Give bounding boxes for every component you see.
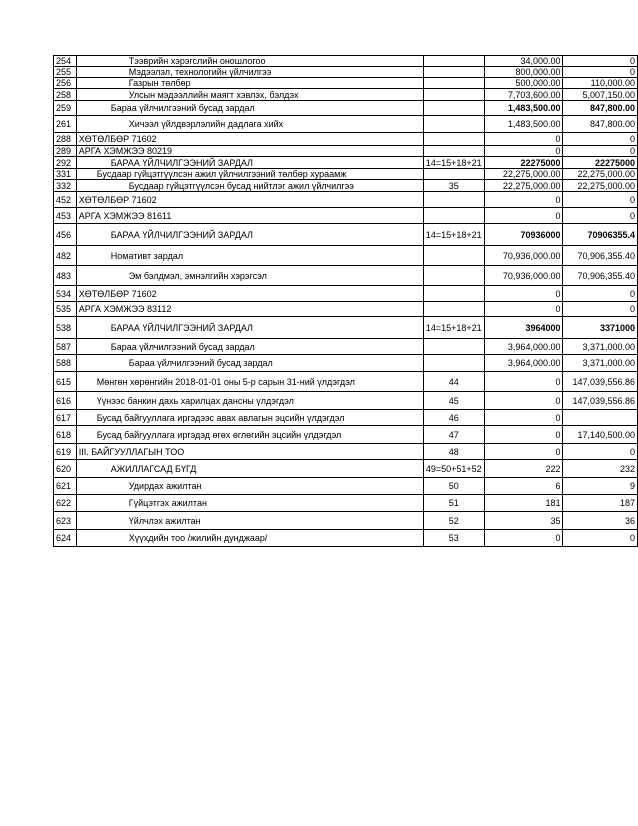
row-number-cell: 538 <box>54 317 77 339</box>
row-number-cell: 289 <box>54 146 77 157</box>
row-name-cell: БАРАА ҮЙЛЧИЛГЭЭНИЙ ЗАРДАЛ <box>76 317 423 339</box>
row-code-cell <box>423 302 484 317</box>
row-value-plan-cell: 22,275,000.00 <box>484 169 563 180</box>
table-row <box>54 339 638 355</box>
row-name-cell: Газрын төлбөр <box>76 78 423 89</box>
row-code-cell: 47 <box>423 426 484 444</box>
table-row <box>54 530 638 547</box>
row-value-plan-cell: 22275000 <box>484 157 563 169</box>
row-name-cell: Бараа үйлчилгээний бусад зардал <box>76 101 423 116</box>
row-value-actual-cell: 0 <box>563 67 638 78</box>
row-code-cell: 45 <box>423 392 484 410</box>
table-row <box>54 478 638 495</box>
table-row <box>54 157 638 169</box>
row-value-plan-cell: 0 <box>484 192 563 208</box>
row-value-actual-cell: 0 <box>563 146 638 157</box>
row-value-actual-cell: 0 <box>563 208 638 224</box>
row-value-plan-cell: 3,964,000.00 <box>484 339 563 355</box>
row-code-cell <box>423 339 484 355</box>
row-code-cell <box>423 169 484 180</box>
row-name-cell: Бараа үйлчилгээний бусад зардал <box>76 355 423 372</box>
row-name-cell: Тээврийн хэрэгслийн оношлогоо <box>76 56 423 67</box>
row-name-cell: АЖИЛЛАГСАД БҮГД <box>76 460 423 478</box>
row-name-cell: Номативт зардал <box>76 246 423 266</box>
row-value-actual-cell: 36 <box>563 512 638 530</box>
row-value-plan-cell: 0 <box>484 426 563 444</box>
row-value-actual-cell: 187 <box>563 495 638 512</box>
row-name-cell: Бусад байгууллага иргэдэд өгөх өглөгийн эцсийн үлдэгдэл <box>76 426 423 444</box>
row-name-cell: Хичээл үйлдвэрлэлийн дадлага хийх <box>76 116 423 133</box>
table-row <box>54 169 638 180</box>
row-value-plan-cell: 181 <box>484 495 563 512</box>
row-value-actual-cell <box>563 410 638 426</box>
row-name-cell: БАРАА ҮЙЛЧИЛГЭЭНИЙ ЗАРДАЛ <box>76 224 423 246</box>
row-value-actual-cell: 3,371,000.00 <box>563 355 638 372</box>
table-row <box>54 208 638 224</box>
row-number-cell: 624 <box>54 530 77 547</box>
table-row <box>54 133 638 146</box>
row-value-actual-cell: 3371000 <box>563 317 638 339</box>
row-value-actual-cell: 0 <box>563 192 638 208</box>
row-number-cell: 621 <box>54 478 77 495</box>
row-value-plan-cell: 800,000.00 <box>484 67 563 78</box>
table-row <box>54 192 638 208</box>
row-code-cell: 53 <box>423 530 484 547</box>
row-value-plan-cell: 0 <box>484 286 563 302</box>
row-value-actual-cell: 5,007,150.00 <box>563 89 638 101</box>
row-value-plan-cell: 0 <box>484 208 563 224</box>
row-value-actual-cell: 3,371,000.00 <box>563 339 638 355</box>
row-code-cell <box>423 133 484 146</box>
table-row <box>54 355 638 372</box>
row-number-cell: 254 <box>54 56 77 67</box>
row-value-actual-cell: 70906355.4 <box>563 224 638 246</box>
row-code-cell: 51 <box>423 495 484 512</box>
row-value-plan-cell: 0 <box>484 372 563 392</box>
row-number-cell: 615 <box>54 372 77 392</box>
row-code-cell: 48 <box>423 444 484 460</box>
row-name-cell: Үүнээс банкин дахь харилцах дансны үлдэгдэл <box>76 392 423 410</box>
row-value-plan-cell: 70,936,000.00 <box>484 266 563 286</box>
row-code-cell: 46 <box>423 410 484 426</box>
row-name-cell: Үйлчлэх ажилтан <box>76 512 423 530</box>
table-row <box>54 410 638 426</box>
row-name-cell: БАРАА ҮЙЛЧИЛГЭЭНИЙ ЗАРДАЛ <box>76 157 423 169</box>
row-code-cell: 49=50+51+52 <box>423 460 484 478</box>
row-number-cell: 620 <box>54 460 77 478</box>
row-code-cell <box>423 192 484 208</box>
row-value-actual-cell: 22,275,000.00 <box>563 180 638 192</box>
row-value-actual-cell: 0 <box>563 444 638 460</box>
row-value-plan-cell: 500,000.00 <box>484 78 563 89</box>
row-value-plan-cell: 0 <box>484 392 563 410</box>
row-code-cell <box>423 146 484 157</box>
table-row <box>54 317 638 339</box>
row-name-cell: ХӨТӨЛБӨР 71602 <box>76 192 423 208</box>
row-value-plan-cell: 34,000.00 <box>484 56 563 67</box>
row-value-plan-cell: 35 <box>484 512 563 530</box>
report-table-body <box>54 56 638 547</box>
row-code-cell <box>423 355 484 372</box>
row-name-cell: III. БАЙГУУЛЛАГЫН ТОО <box>76 444 423 460</box>
row-value-actual-cell: 147,039,556.86 <box>563 372 638 392</box>
row-value-plan-cell: 0 <box>484 410 563 426</box>
row-code-cell <box>423 286 484 302</box>
row-code-cell <box>423 116 484 133</box>
row-number-cell: 292 <box>54 157 77 169</box>
row-value-actual-cell: 147,039,556.86 <box>563 392 638 410</box>
report-table <box>53 55 638 547</box>
row-name-cell: АРГА ХЭМЖЭЭ 80219 <box>76 146 423 157</box>
row-value-plan-cell: 222 <box>484 460 563 478</box>
row-code-cell <box>423 56 484 67</box>
row-value-plan-cell: 0 <box>484 146 563 157</box>
row-number-cell: 535 <box>54 302 77 317</box>
table-row <box>54 56 638 67</box>
row-value-plan-cell: 1,483,500.00 <box>484 116 563 133</box>
row-code-cell: 52 <box>423 512 484 530</box>
table-row <box>54 512 638 530</box>
row-name-cell: ХӨТӨЛБӨР 71602 <box>76 133 423 146</box>
row-value-plan-cell: 7,703,600.00 <box>484 89 563 101</box>
row-name-cell: Бусад байгууллага иргэдээс авах авлагын эцсийн үлдэгдэл <box>76 410 423 426</box>
row-code-cell <box>423 67 484 78</box>
row-code-cell: 14=15+18+21 <box>423 224 484 246</box>
row-name-cell: ХӨТӨЛБӨР 71602 <box>76 286 423 302</box>
row-value-actual-cell: 0 <box>563 302 638 317</box>
row-name-cell: АРГА ХЭМЖЭЭ 81611 <box>76 208 423 224</box>
row-number-cell: 452 <box>54 192 77 208</box>
row-value-plan-cell: 0 <box>484 302 563 317</box>
row-number-cell: 482 <box>54 246 77 266</box>
row-name-cell: Улсын мэдээллийн маягт хэвлэх, бэлдэх <box>76 89 423 101</box>
table-row <box>54 372 638 392</box>
table-row <box>54 460 638 478</box>
row-value-plan-cell: 6 <box>484 478 563 495</box>
row-name-cell: Мөнгөн хөрөнгийн 2018-01-01 оны 5-р сарын 31-ний үлдэгдэл <box>76 372 423 392</box>
row-number-cell: 288 <box>54 133 77 146</box>
row-value-actual-cell: 22275000 <box>563 157 638 169</box>
table-row <box>54 444 638 460</box>
row-value-actual-cell: 70,906,355.40 <box>563 246 638 266</box>
table-row <box>54 78 638 89</box>
row-code-cell <box>423 266 484 286</box>
row-number-cell: 331 <box>54 169 77 180</box>
row-value-actual-cell: 70,906,355.40 <box>563 266 638 286</box>
row-code-cell <box>423 246 484 266</box>
row-name-cell: Эм бэлдмэл, эмнэлгийн хэрэгсэл <box>76 266 423 286</box>
row-value-actual-cell: 0 <box>563 286 638 302</box>
row-code-cell: 35 <box>423 180 484 192</box>
row-value-actual-cell: 17,140,500.00 <box>563 426 638 444</box>
row-number-cell: 619 <box>54 444 77 460</box>
row-number-cell: 261 <box>54 116 77 133</box>
table-row <box>54 224 638 246</box>
row-value-plan-cell: 3964000 <box>484 317 563 339</box>
row-name-cell: Хүүхдийн тоо /жилийн дунджаар/ <box>76 530 423 547</box>
table-row <box>54 146 638 157</box>
row-value-actual-cell: 0 <box>563 133 638 146</box>
table-row <box>54 67 638 78</box>
row-code-cell: 50 <box>423 478 484 495</box>
row-value-plan-cell: 3,964,000.00 <box>484 355 563 372</box>
table-row <box>54 246 638 266</box>
row-code-cell <box>423 208 484 224</box>
row-code-cell <box>423 101 484 116</box>
row-number-cell: 618 <box>54 426 77 444</box>
row-value-plan-cell: 22,275,000.00 <box>484 180 563 192</box>
row-code-cell: 44 <box>423 372 484 392</box>
table-row <box>54 101 638 116</box>
row-value-plan-cell: 0 <box>484 444 563 460</box>
row-number-cell: 622 <box>54 495 77 512</box>
row-value-actual-cell: 232 <box>563 460 638 478</box>
row-code-cell <box>423 89 484 101</box>
row-value-plan-cell: 0 <box>484 133 563 146</box>
row-code-cell: 14=15+18+21 <box>423 157 484 169</box>
table-row <box>54 286 638 302</box>
row-name-cell: Бараа үйлчилгээний бусад зардал <box>76 339 423 355</box>
row-number-cell: 483 <box>54 266 77 286</box>
row-number-cell: 256 <box>54 78 77 89</box>
row-number-cell: 332 <box>54 180 77 192</box>
row-number-cell: 453 <box>54 208 77 224</box>
table-row <box>54 266 638 286</box>
row-number-cell: 456 <box>54 224 77 246</box>
row-number-cell: 616 <box>54 392 77 410</box>
row-number-cell: 588 <box>54 355 77 372</box>
row-value-plan-cell: 0 <box>484 530 563 547</box>
row-value-actual-cell: 22,275,000.00 <box>563 169 638 180</box>
row-code-cell: 14=15+18+21 <box>423 317 484 339</box>
row-value-actual-cell: 847,800.00 <box>563 116 638 133</box>
table-row <box>54 116 638 133</box>
row-name-cell: Удирдах ажилтан <box>76 478 423 495</box>
row-number-cell: 259 <box>54 101 77 116</box>
table-row <box>54 302 638 317</box>
row-value-actual-cell: 0 <box>563 530 638 547</box>
row-name-cell: Бусдаар гүйцэтгүүлсэн бусад нийтлэг ажил үйлчилгээ <box>76 180 423 192</box>
row-name-cell: АРГА ХЭМЖЭЭ 83112 <box>76 302 423 317</box>
row-name-cell: Гүйцэтгэх ажилтан <box>76 495 423 512</box>
row-value-plan-cell: 70936000 <box>484 224 563 246</box>
row-value-actual-cell: 9 <box>563 478 638 495</box>
table-row <box>54 495 638 512</box>
row-value-actual-cell: 0 <box>563 56 638 67</box>
row-number-cell: 255 <box>54 67 77 78</box>
row-value-actual-cell: 110,000.00 <box>563 78 638 89</box>
row-number-cell: 258 <box>54 89 77 101</box>
table-row <box>54 426 638 444</box>
row-value-plan-cell: 70,936,000.00 <box>484 246 563 266</box>
row-value-actual-cell: 847,800.00 <box>563 101 638 116</box>
row-number-cell: 617 <box>54 410 77 426</box>
row-name-cell: Мэдээлэл, технологийн үйлчилгээ <box>76 67 423 78</box>
row-number-cell: 623 <box>54 512 77 530</box>
table-row <box>54 89 638 101</box>
table-row <box>54 180 638 192</box>
row-code-cell <box>423 78 484 89</box>
row-value-plan-cell: 1,483,500.00 <box>484 101 563 116</box>
table-row <box>54 392 638 410</box>
row-number-cell: 587 <box>54 339 77 355</box>
row-name-cell: Бусдаар гүйцэтгүүлсэн ажил үйлчилгээний төлбөр хураамж <box>76 169 423 180</box>
row-number-cell: 534 <box>54 286 77 302</box>
